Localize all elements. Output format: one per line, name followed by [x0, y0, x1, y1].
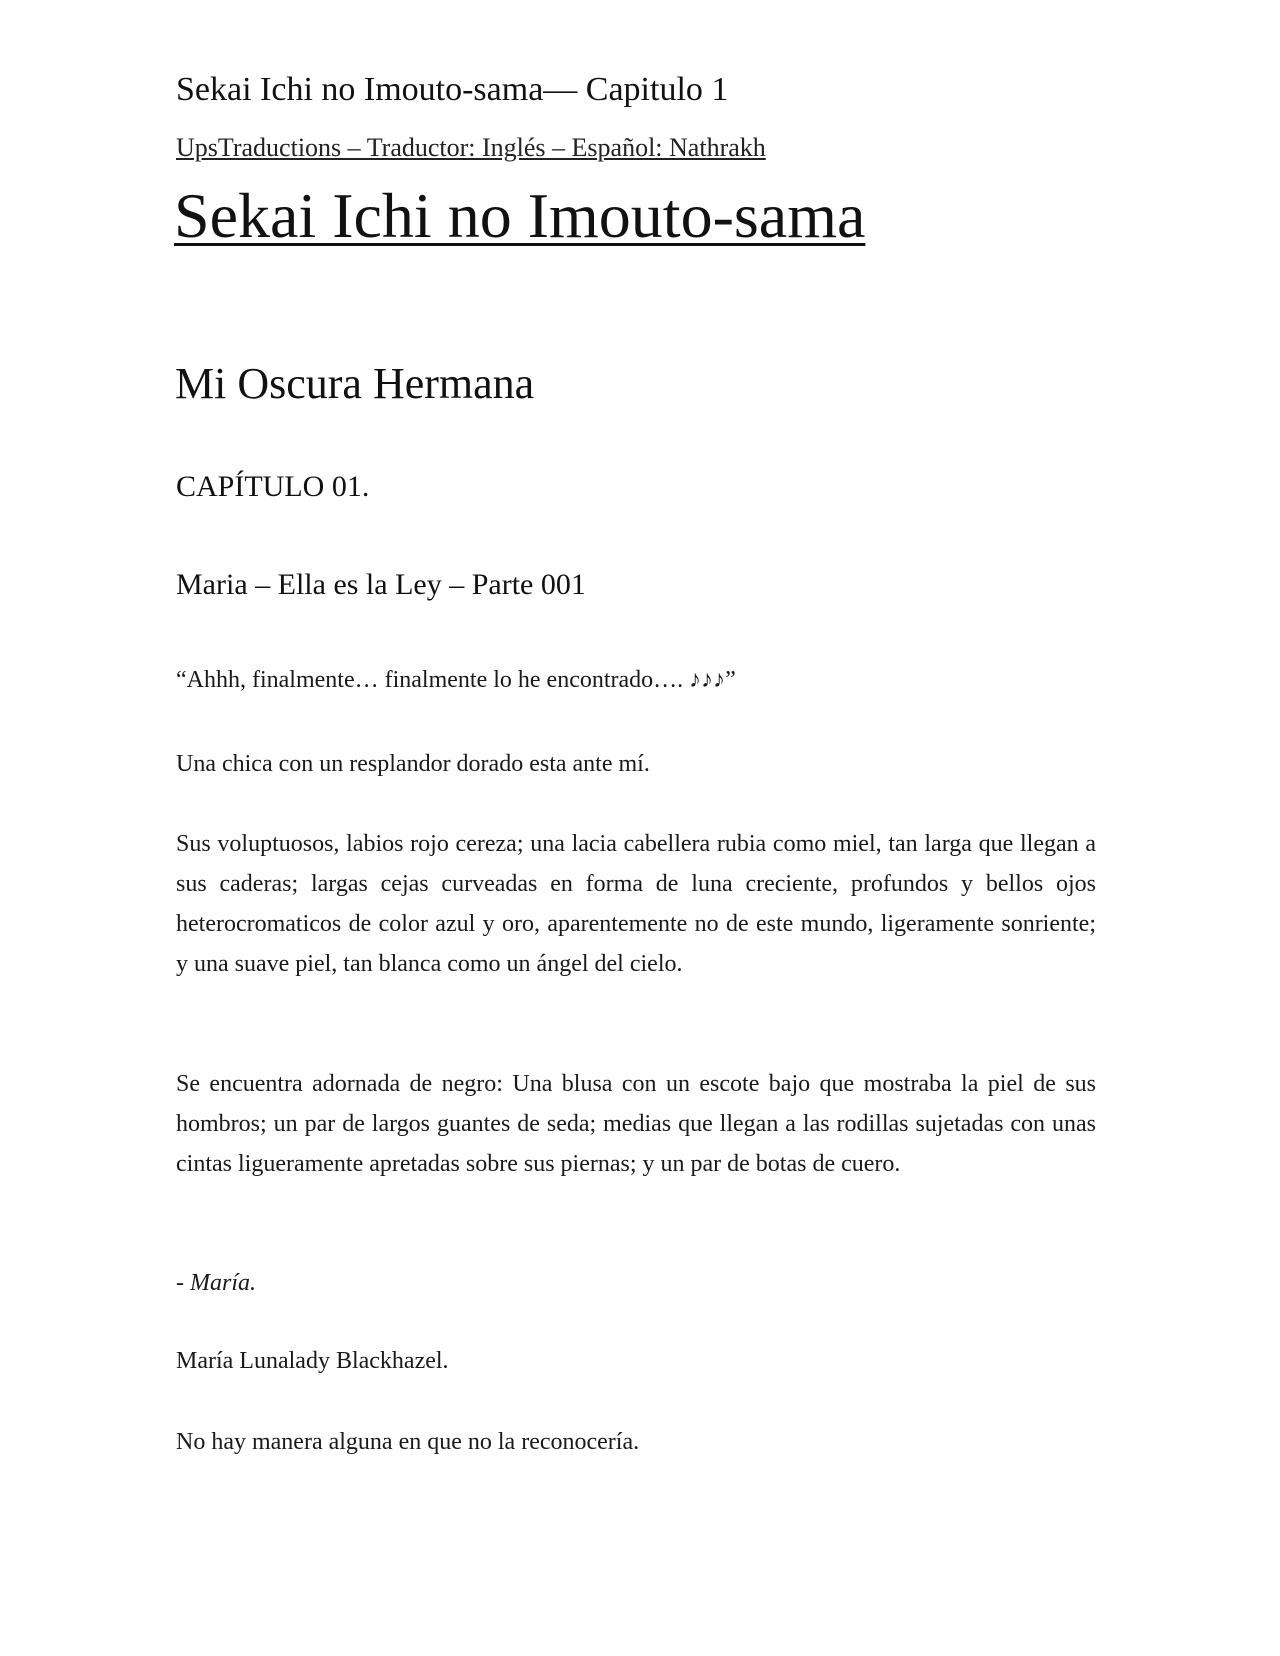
paragraph-name: - María.: [176, 1270, 256, 1296]
paragraph: María Lunalady Blackhazel.: [176, 1348, 449, 1374]
paragraph: Sus voluptuosos, labios rojo cereza; una lacia cabellera rubia como miel, tan larga que llegan a sus caderas; largas cejas curveadas en forma de luna creciente, profundos y bellos ojos heterocromaticos de color azul y oro, aparentemente no de este mundo, ligeramente sonriente; y una suave piel, tan blanca como un ángel del cielo.: [176, 831, 1096, 977]
paragraph: No hay manera alguna en que no la reconocería.: [176, 1429, 640, 1455]
translation-credits: UpsTraductions – Traductor: Inglés – Español: Nathrakh: [176, 133, 766, 162]
chapter-label: CAPÍTULO 01.: [176, 470, 370, 503]
paragraph-dialogue: “Ahhh, finalmente… finalmente lo he encontrado…. ♪♪♪”: [176, 667, 736, 693]
paragraph: Se encuentra adornada de negro: Una blusa con un escote bajo que mostraba la piel de sus hombros; un par de largos guantes de seda; medias que llegan a las rodillas sujetadas con unas cintas ligueramente apretadas sobre sus piernas; y un par de botas de cuero.: [176, 1071, 1096, 1177]
header-title: Sekai Ichi no Imouto-sama— Capitulo 1: [176, 71, 729, 108]
main-title: Sekai Ichi no Imouto-sama: [174, 180, 866, 251]
subtitle: Mi Oscura Hermana: [175, 359, 535, 408]
paragraph: Una chica con un resplandor dorado esta ante mí.: [176, 751, 650, 777]
part-title: Maria – Ella es la Ley – Parte 001: [176, 568, 586, 601]
